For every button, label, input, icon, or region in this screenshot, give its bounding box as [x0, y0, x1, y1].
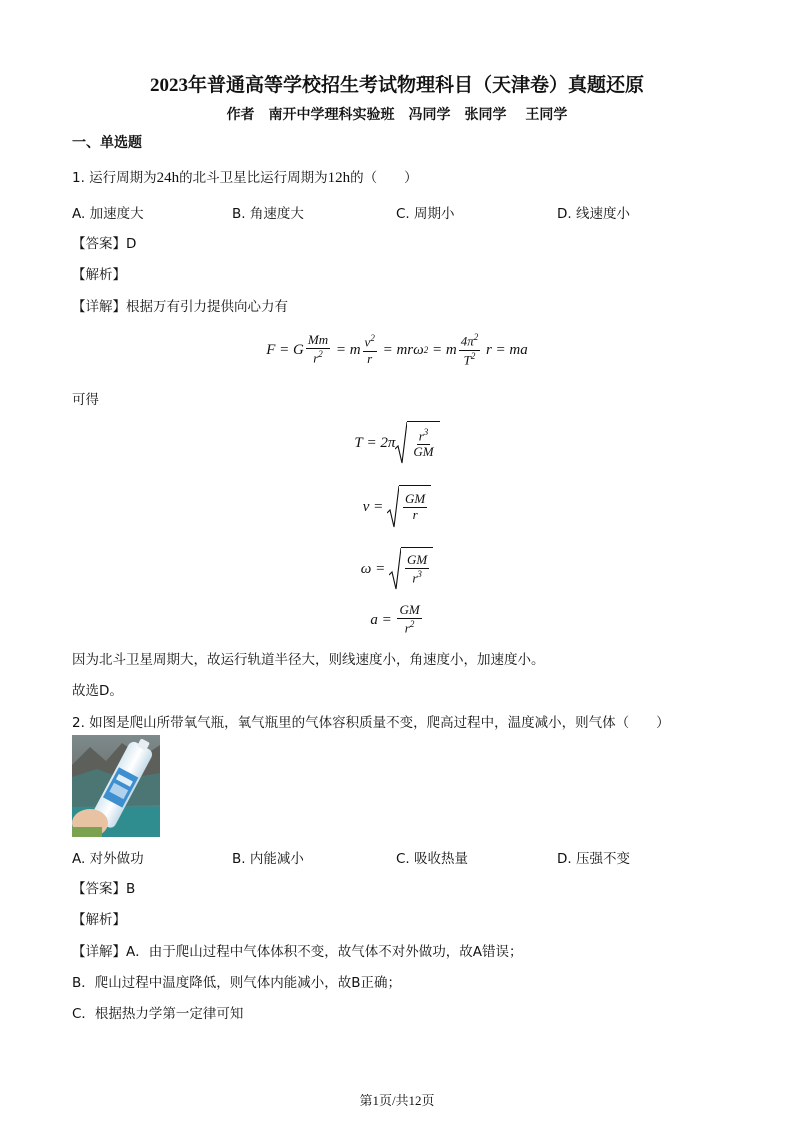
- fraction: [405, 553, 429, 586]
- formula-symbol: T: [354, 434, 363, 451]
- fraction-denominator: r: [367, 350, 373, 366]
- fraction-denominator: r: [412, 507, 418, 522]
- acceleration-formula: [0, 600, 794, 640]
- formula-symbol: m: [349, 341, 361, 358]
- formula-equals: =: [375, 560, 386, 577]
- fraction-numerator: 4π: [460, 333, 474, 349]
- exponent: 2: [470, 350, 476, 361]
- q2-detail-c: C．根据热力学第一定律可知: [72, 1006, 244, 1022]
- formula-equals: =: [381, 611, 392, 628]
- fraction-numerator: v: [364, 334, 371, 350]
- q1-option-c: C. 周期小: [396, 206, 455, 222]
- sqrt-sign-icon: [389, 547, 433, 591]
- fraction-denominator: T: [463, 351, 471, 367]
- q2-detail-a: 【详解】A．由于爬山过程中气体体积不变，故气体不对外做功，故A错误；: [72, 944, 523, 960]
- q1-kede: 可得: [72, 392, 99, 408]
- q2-option-d: D. 压强不变: [557, 851, 630, 867]
- fraction: [459, 332, 481, 368]
- fraction: [363, 333, 377, 366]
- sqrt-sign-icon: [387, 485, 431, 529]
- formula-symbol: r: [485, 341, 492, 358]
- formula-equals: =: [382, 341, 393, 358]
- q1-option-a: A. 加速度大: [72, 206, 144, 222]
- fraction: [411, 427, 435, 460]
- section-heading: 一、单选题: [72, 135, 142, 151]
- q2-analysis-label: 【解析】: [72, 912, 126, 928]
- q1-detail: 【详解】根据万有引力提供向心力有: [72, 299, 288, 315]
- formula-equals: =: [335, 341, 346, 358]
- q1-stem-part-c: 的（ ）: [350, 170, 418, 186]
- q1-answer: 【答案】D: [72, 236, 137, 252]
- q1-option-b: B. 角速度大: [232, 206, 304, 222]
- q1-option-d: D. 线速度小: [557, 206, 630, 222]
- formula-symbol: G: [293, 341, 304, 358]
- formula-symbol: 2π: [380, 434, 396, 451]
- document-title: 2023年普通高等学校招生考试物理科目（天津卷）真题还原: [149, 75, 644, 96]
- q1-stem-part-a: 1. 运行周期为: [72, 170, 157, 186]
- sqrt-sign-icon: [395, 421, 439, 465]
- formula-symbol: m: [445, 341, 457, 358]
- fraction: [397, 603, 421, 636]
- formula-equals: =: [431, 341, 443, 358]
- exponent: 2: [370, 333, 375, 344]
- gravity-formula: [0, 330, 794, 370]
- fraction: [306, 333, 330, 366]
- fraction-denominator: r: [313, 350, 319, 366]
- q1-conclusion: 因为北斗卫星周期大，故运行轨道半径大，则线速度小，角速度小，加速度小。: [72, 652, 545, 668]
- exponent: 3: [423, 426, 429, 437]
- q2-option-c: C. 吸收热量: [396, 851, 469, 867]
- velocity-formula: [0, 484, 794, 530]
- authors-line: 作者 南开中学理科实验班 冯同学 张同学 王同学: [226, 107, 568, 123]
- formula-equals: =: [366, 434, 377, 451]
- fraction-numerator: GM: [405, 491, 426, 507]
- formula-symbol: ω: [360, 560, 372, 577]
- formula-symbol: v: [362, 498, 370, 515]
- fraction-denominator: r: [412, 570, 418, 586]
- q2-option-b: B. 内能减小: [232, 851, 304, 867]
- exponent: 2: [409, 619, 415, 630]
- formula-equals: =: [373, 498, 384, 515]
- fraction: [403, 492, 427, 523]
- formula-symbol: a: [370, 611, 378, 628]
- formula-symbol: F: [266, 341, 276, 358]
- formula-equals: =: [279, 341, 290, 358]
- oxygen-bottle-image: [72, 735, 160, 837]
- q2-answer: 【答案】B: [72, 881, 136, 897]
- fraction-numerator: r: [418, 428, 424, 444]
- fraction-denominator: GM: [413, 444, 434, 460]
- q1-period-12h: 12h: [327, 170, 351, 186]
- q1-period-24h: 24h: [156, 170, 180, 186]
- exponent: 3: [417, 568, 422, 579]
- fraction-numerator: GM: [399, 602, 420, 618]
- fraction-numerator: GM: [407, 551, 428, 567]
- exponent: 2: [473, 332, 479, 343]
- question-1-stem: [72, 166, 418, 187]
- exponent: 2: [318, 349, 323, 360]
- q2-option-a: A. 对外做功: [72, 851, 144, 867]
- question-2-stem: 2. 如图是爬山所带氧气瓶，氧气瓶里的气体容积质量不变，爬高过程中，温度减小，则气体（ ）: [72, 715, 670, 731]
- period-formula: [0, 420, 794, 466]
- formula-symbol: = ma: [495, 341, 528, 358]
- formula-symbol: mrω: [396, 341, 424, 358]
- q1-analysis-label: 【解析】: [72, 267, 126, 283]
- angular-velocity-formula: [0, 546, 794, 592]
- q1-stem-part-b: 的北斗卫星比运行周期为: [179, 170, 328, 186]
- q2-detail-b: B．爬山过程中温度降低，则气体内能减小，故B正确；: [72, 975, 402, 991]
- q1-choose: 故选D。: [72, 683, 123, 699]
- page-footer: 第1页/共12页: [359, 1093, 435, 1108]
- fraction-denominator: r: [404, 620, 410, 636]
- exponent: 2: [423, 345, 429, 355]
- fraction-numerator: Mm: [307, 332, 329, 348]
- oxygen-bottle-photo: [72, 735, 160, 837]
